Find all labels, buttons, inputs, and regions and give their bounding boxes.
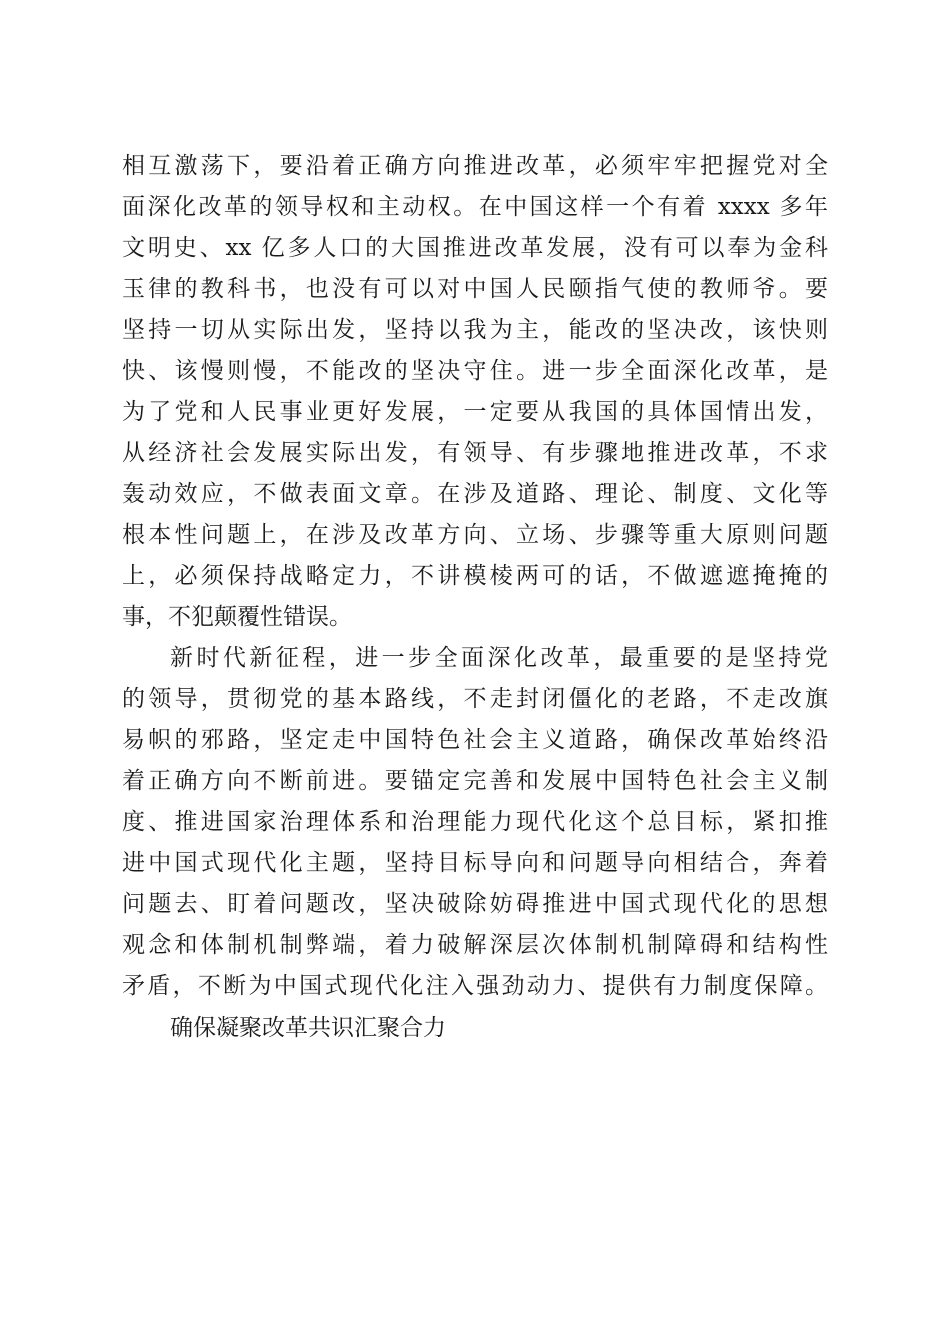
text-line: 文明史、xx 亿多人口的大国推进改革发展，没有可以奉为金科 bbox=[122, 235, 828, 261]
text-line: 着正确方向不断前进。要锚定完善和发展中国特色社会主义制 bbox=[122, 768, 828, 794]
text-line: 观念和体制机制弊端，着力破解深层次体制机制障碍和结构性 bbox=[122, 932, 828, 958]
text-line: 为了党和人民事业更好发展，一定要从我国的具体国情出发， bbox=[122, 399, 828, 425]
text-line: 玉律的教科书，也没有可以对中国人民颐指气使的教师爷。要 bbox=[122, 276, 828, 302]
text-line: 上，必须保持战略定力，不讲模棱两可的话，不做遮遮掩掩的 bbox=[122, 563, 828, 589]
text-line: 易帜的邪路，坚定走中国特色社会主义道路，确保改革始终沿 bbox=[122, 727, 828, 753]
text-line: 矛盾，不断为中国式现代化注入强劲动力、提供有力制度保障。 bbox=[122, 973, 828, 999]
text-line: 新时代新征程，进一步全面深化改革，最重要的是坚持党 bbox=[170, 645, 828, 671]
text-line: 根本性问题上，在涉及改革方向、立场、步骤等重大原则问题 bbox=[122, 522, 828, 548]
text-line: 事，不犯颠覆性错误。 bbox=[122, 604, 352, 630]
section-heading: 确保凝聚改革共识汇聚合力 bbox=[170, 1015, 446, 1041]
text-line: 坚持一切从实际出发，坚持以我为主，能改的坚决改，该快则 bbox=[122, 317, 828, 343]
text-line: 轰动效应，不做表面文章。在涉及道路、理论、制度、文化等 bbox=[122, 481, 828, 507]
text-line: 进中国式现代化主题，坚持目标导向和问题导向相结合，奔着 bbox=[122, 850, 828, 876]
text-line: 面深化改革的领导权和主动权。在中国这样一个有着 xxxx 多年 bbox=[122, 194, 828, 220]
text-line: 从经济社会发展实际出发，有领导、有步骤地推进改革，不求 bbox=[122, 440, 828, 466]
text-line: 问题去、盯着问题改，坚决破除妨碍推进中国式现代化的思想 bbox=[122, 891, 828, 917]
text-line: 度、推进国家治理体系和治理能力现代化这个总目标，紧扣推 bbox=[122, 809, 828, 835]
text-line: 相互激荡下，要沿着正确方向推进改革，必须牢牢把握党对全 bbox=[122, 153, 828, 179]
text-line: 的领导，贯彻党的基本路线，不走封闭僵化的老路，不走改旗 bbox=[122, 686, 828, 712]
text-line: 快、该慢则慢，不能改的坚决守住。进一步全面深化改革，是 bbox=[122, 358, 828, 384]
